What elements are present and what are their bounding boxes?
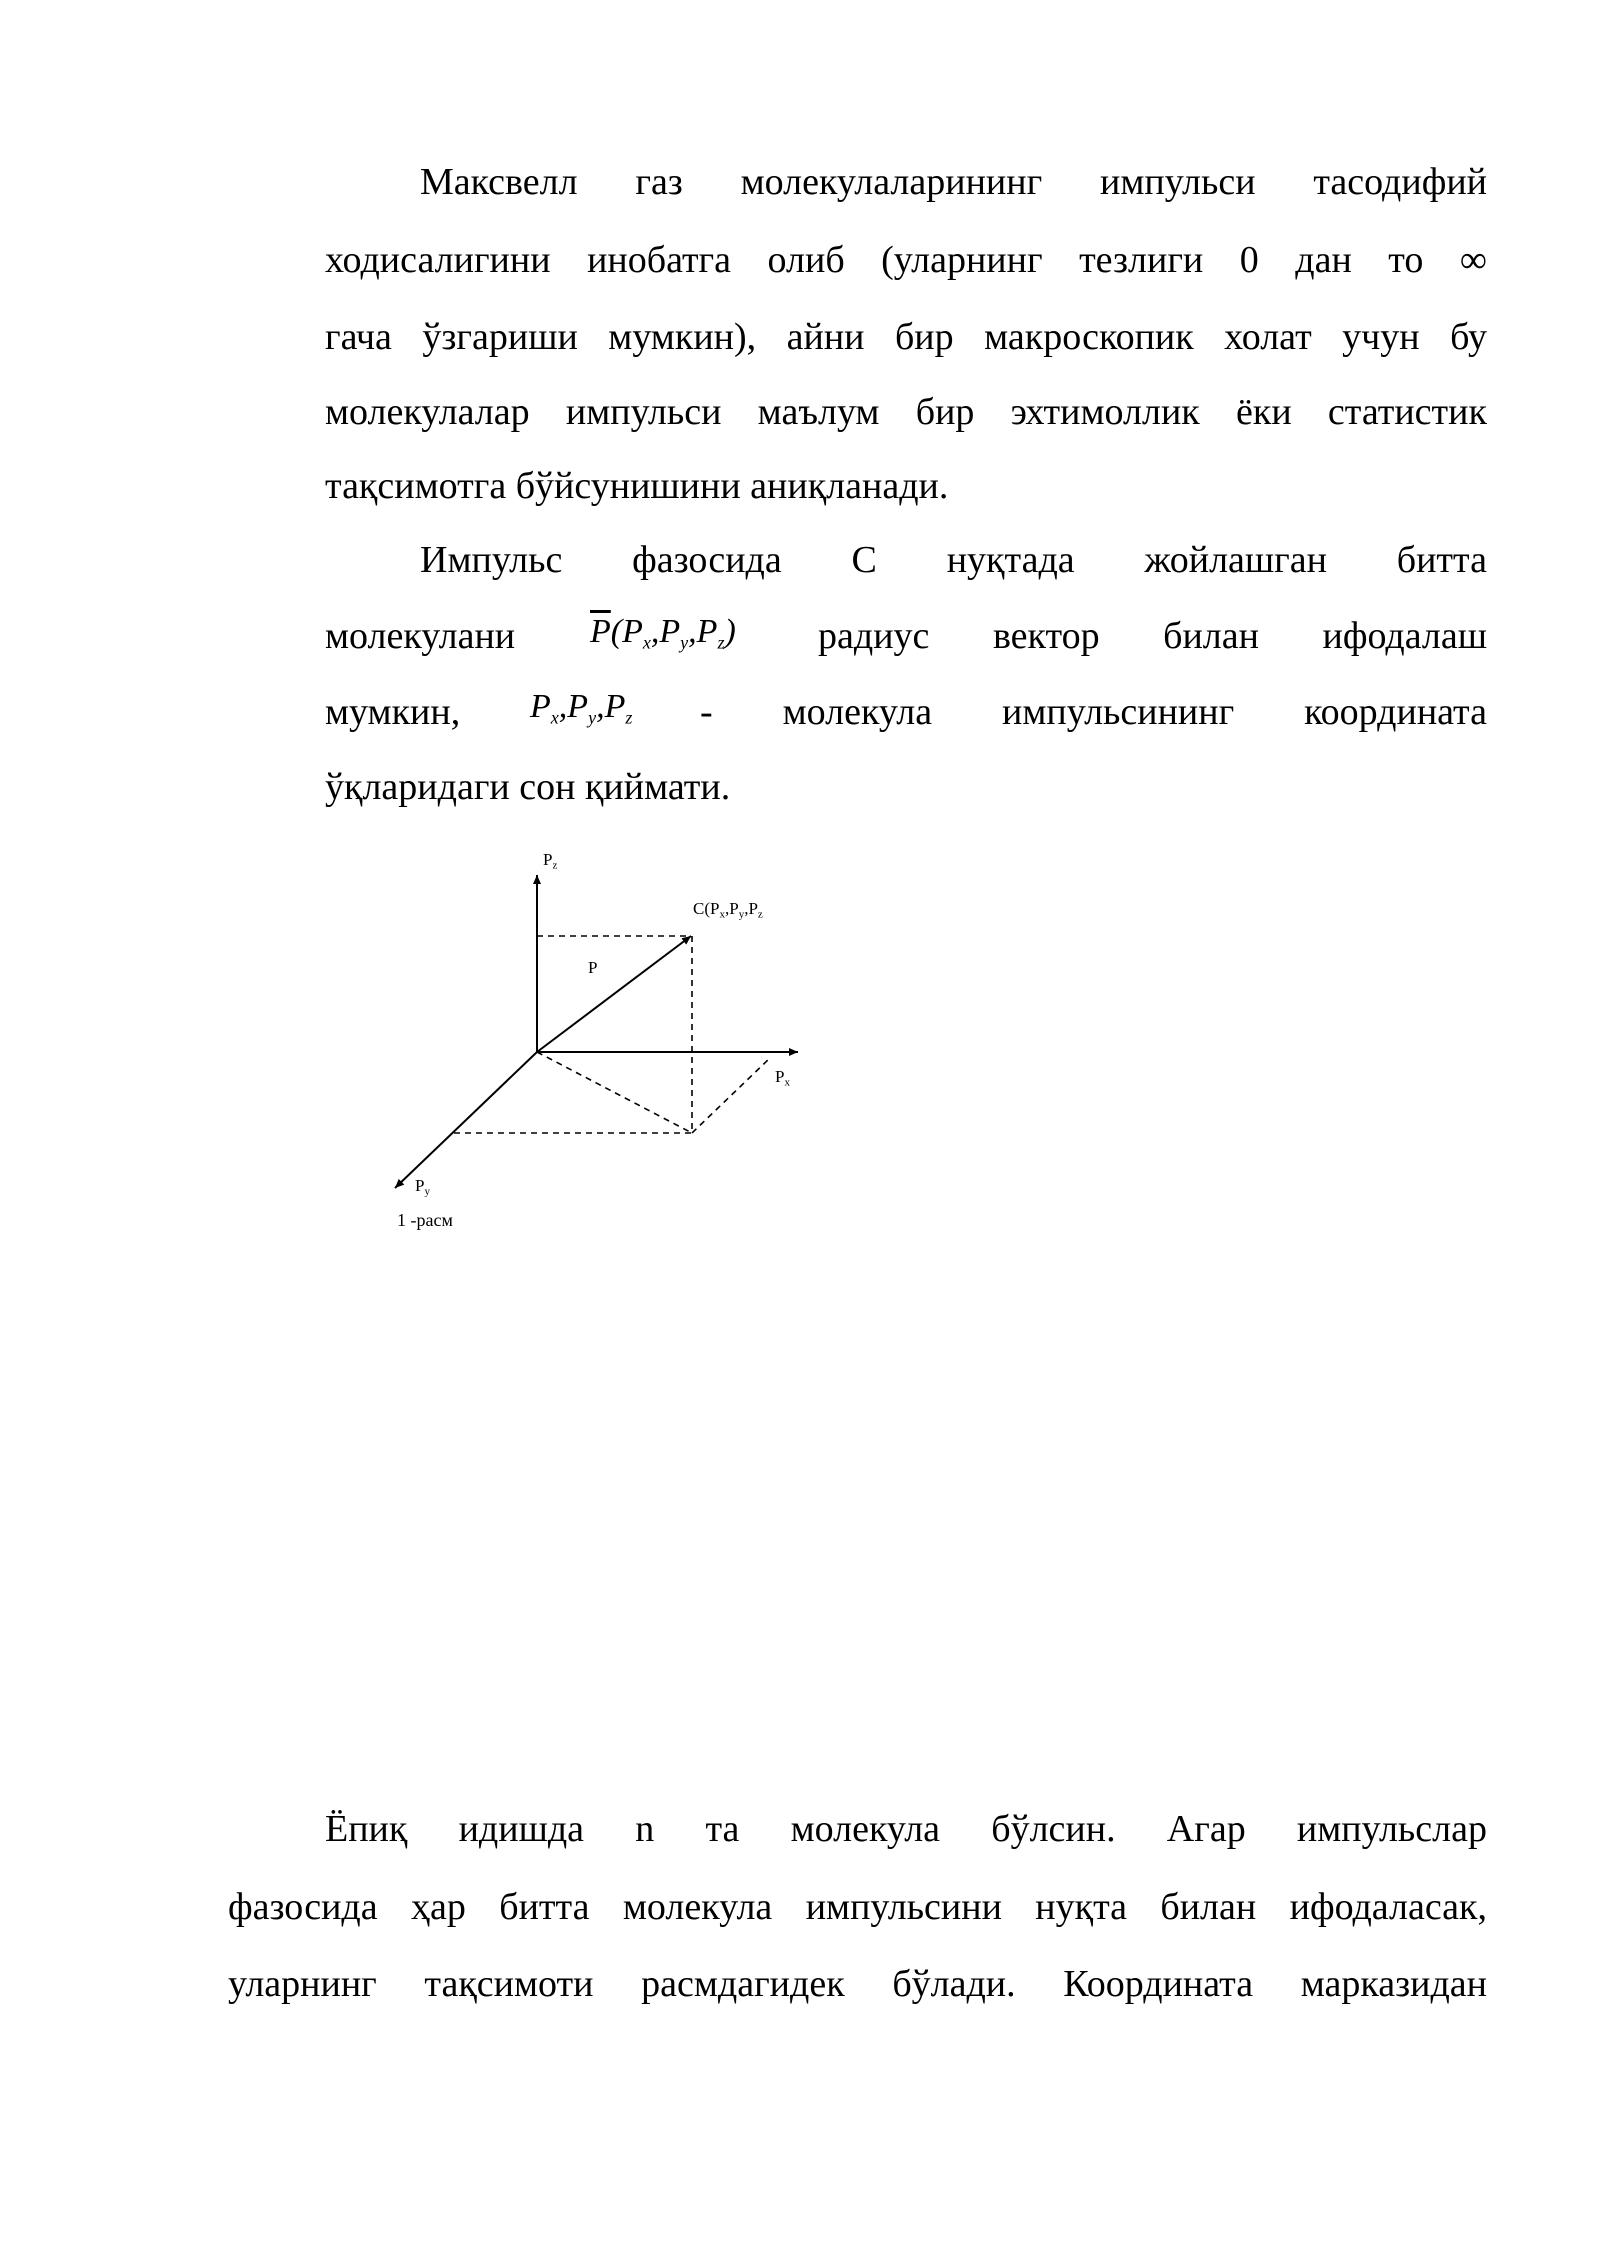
px-label: $P_x$ <box>775 1067 790 1089</box>
p2-line-3-start: мумкин, <box>325 691 461 733</box>
p1-line-4: молекулалар импульси маълум бир эхтимоллик ёки статистик <box>325 391 1487 433</box>
momentum-vector-formula: $\overline{P}(P_x,P_y,P_z)$ <box>590 613 736 653</box>
p1-line-1: Максвелл газ молекулаларининг импульси тасодифий <box>420 161 1487 203</box>
p2-line-2-rest: радиус вектор билан ифодалаш <box>818 615 1487 657</box>
p3-line-3: уларнинг тақсимоти расмдагидек бўлади. Координата марказидан <box>228 1963 1487 2005</box>
p1-line-3: гача ўзгариши мумкин), айни бир макроскопик холат учун бу <box>325 316 1487 358</box>
point-c-label: $C(P_x,P_y,P_z$ <box>693 899 763 921</box>
p2-line-4: ўқларидаги сон қиймати. <box>325 766 731 808</box>
py-label: $P_y$ <box>415 1176 430 1198</box>
projection-lines <box>454 936 770 1133</box>
pz-label: $P_z$ <box>543 850 558 872</box>
p2-line-1: Импульс фазосида С нуқтада жойлашган битта <box>420 539 1487 581</box>
momentum-space-figure <box>380 845 820 1245</box>
vector-p-label: P <box>588 958 598 977</box>
py-axis <box>395 1052 537 1188</box>
p2-line-2-start: молекулани <box>325 615 516 657</box>
figure-caption: 1 -расм <box>397 1210 453 1230</box>
momentum-components-formula: $P_x,P_y,P_z$ <box>530 688 633 728</box>
momentum-vector <box>537 936 691 1052</box>
p1-line-5: тақсимотга бўйсунишини аниқланади. <box>325 465 949 507</box>
p1-line-2: ходисалигини инобатга олиб (уларнинг тезлиги 0 дан то ∞ <box>325 239 1487 281</box>
p3-line-1: Ёпиқ идишда n та молекула бўлсин. Агар импульслар <box>325 1808 1487 1850</box>
p3-line-2: фазосида ҳар битта молекула импульсини нуқта билан ифодаласак, <box>228 1886 1487 1928</box>
p2-line-3-rest: - молекула импульсининг координата <box>700 691 1487 733</box>
